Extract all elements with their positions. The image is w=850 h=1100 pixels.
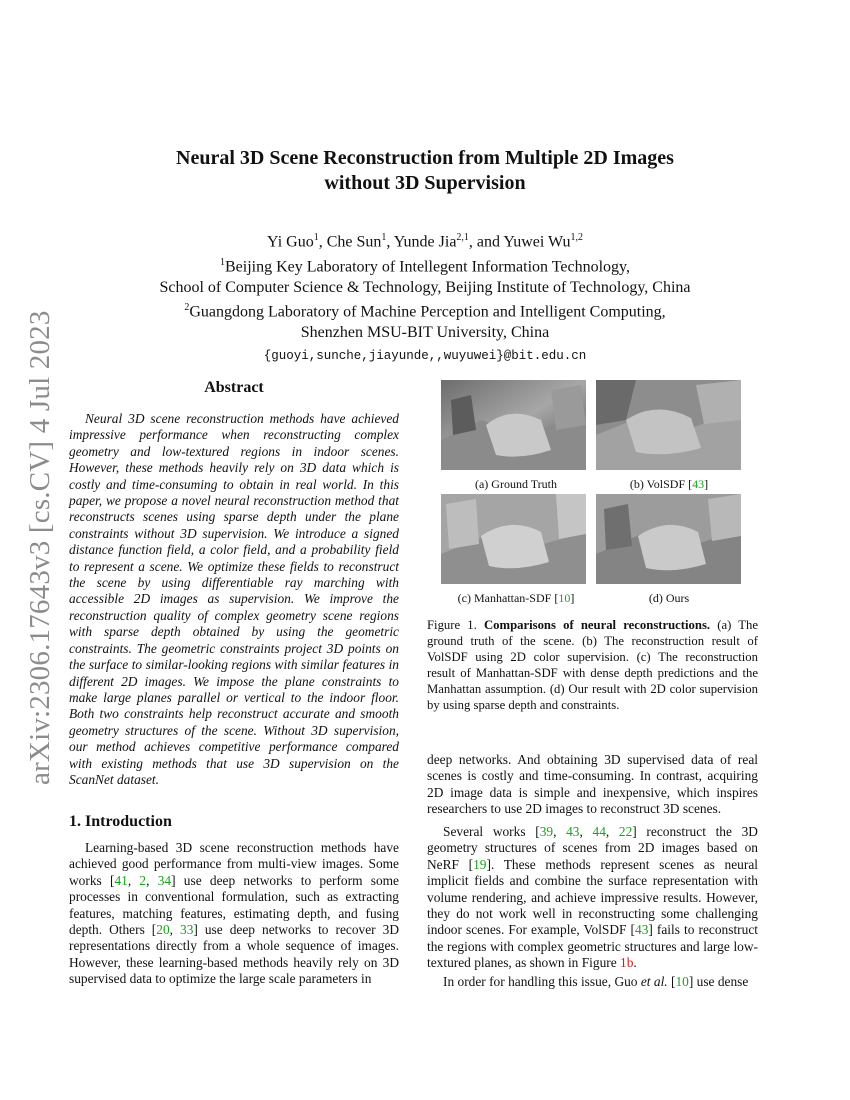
arxiv-stamp [18, 310, 58, 790]
figure-1-caption [427, 617, 758, 713]
author-list [0, 228, 850, 253]
text-run: ] reconstruct the 3D geometry structures of scenes from 2D images based on NeRF [ [427, 824, 758, 872]
figure-link[interactable]: 1b [620, 955, 634, 971]
text-run: ] use deep networks to perform some processes in conventional formulation, such as extracting features, matching features, estimating depth, and fusing depth. Others [ [69, 872, 400, 938]
author-1-sup: 1 [313, 232, 319, 243]
citation-link[interactable]: 43 [635, 922, 649, 938]
citation-link[interactable]: 10 [558, 591, 571, 605]
text-run: ] use deep networks to recover 3D representations directly from a whole sequence of images. However, these learning-based methods heavily rely on 3D supervised data to optimize the large scale parameters in [69, 922, 400, 987]
sep: , [127, 872, 140, 888]
sep: , [579, 824, 593, 839]
sep: , [169, 922, 181, 938]
caption-text: (a) The ground truth of the scene. (b) The reconstruction result of VolSDF using 2D color supervision. (c) The reconstruction result of Manhattan-SDF with dense depth predictions and the Manhattan assumption. (d) Our result with 2D color supervision by using sparse depth and constraints. [427, 618, 759, 712]
author-3-sup: 2,1 [456, 232, 469, 243]
title-line-1: Neural 3D Scene Reconstruction from Multiple 2D Images [176, 147, 674, 169]
aff-2-text: Guangdong Laboratory of Machine Perception and Intelligent Computing, [189, 303, 666, 321]
text-run: In order for handling this issue, Guo [443, 974, 641, 989]
author-block [0, 228, 850, 367]
text-run: . [633, 955, 637, 971]
sep: , [553, 824, 567, 839]
citation-link[interactable]: 20 [156, 922, 170, 938]
citation-link[interactable]: 2 [139, 872, 147, 888]
caption-label: Figure 1. [427, 618, 477, 632]
paper-title [0, 146, 850, 196]
citation-link[interactable]: 19 [473, 856, 487, 872]
figure-image-volsdf [596, 380, 741, 470]
affiliation-1-line-1 [0, 253, 850, 278]
abstract-heading: Abstract [204, 379, 264, 396]
subcaption-b [584, 477, 754, 492]
intro-paragraph-1-continued: deep networks. And obtaining 3D supervised data of real scenes is costly and time-consuming. In contrast, acquiring 2D image data is simple and inexpensive, which inspires researchers to use 2D images to reconstruct 3D scenes. [427, 752, 758, 817]
citation-link[interactable]: 41 [114, 872, 128, 888]
caption-title: Comparisons of neural reconstructions. [484, 618, 711, 632]
text-run: ] fails to reconstruct the regions with complex geometric structures and large low-textured planes, as shown in Figure [427, 922, 758, 971]
text-run: [ [667, 974, 676, 989]
author-3: Yunde Jia [393, 233, 457, 251]
text-run: (c) Manhattan-SDF [ [457, 591, 559, 605]
author-1: Yi Guo [267, 233, 314, 251]
citation-link[interactable]: 39 [539, 824, 554, 839]
text-run: ] use dense [688, 974, 749, 989]
affiliation-1-line-2: School of Computer Science & Technology, Beijing Institute of Technology, China [159, 278, 691, 296]
author-4-sup: 1,2 [570, 232, 583, 243]
author-2: Che Sun [326, 233, 382, 251]
citation-link[interactable]: 43 [692, 477, 705, 491]
intro-paragraph-3 [427, 974, 758, 990]
subcaption-d: (d) Ours [648, 591, 690, 605]
intro-paragraph-1 [69, 840, 399, 988]
sep: , [318, 233, 327, 251]
figure-image-ours [596, 494, 741, 584]
affiliation-2-line-1 [0, 298, 850, 323]
citation-link[interactable]: 34 [157, 872, 172, 888]
render-ground-truth [441, 380, 586, 470]
intro-paragraph-2 [427, 824, 758, 972]
title-line-2: without 3D Supervision [324, 172, 526, 194]
subcaption-c [431, 591, 601, 606]
render-manhattan-sdf [441, 494, 586, 584]
citation-link[interactable]: 44 [592, 824, 606, 839]
citation-link[interactable]: 33 [180, 922, 194, 938]
abstract-text: Neural 3D scene reconstruction methods have achieved impressive performance when reconstructing complex geometry and low-textured regions in indoor scenes. However, these methods heavily rely on 3D data which is costly and time-consuming to obtain in real world. In this paper, we propose a novel neural reconstruction method that reconstructs scenes using sparse depth under the plane constraints without 3D supervision. We introduce a signed distance function field, a color field, and a probability field to represent a scene. We optimize these fields to reconstruct the scene by using differentiable ray marching with accessible 2D images as supervision. We improve the reconstruction quality of complex geometry scene regions with sparse depth obtained by using the geometric constraints. The geometric constraints project 3D points on the surface to similar-looking regions with similar features in different 2D images. We impose the plane constraints to make large planes parallel or vertical to the indoor floor. Both two constraints help reconstruct accurate and smooth geometry structures of the scene. Without 3D supervision, our method achieves competitive performance compared with existing methods that use 3D supervision on the ScanNet dataset. [69, 411, 399, 787]
sep: , [146, 872, 158, 888]
aff-1-sup: 1 [220, 256, 225, 268]
sep: , [386, 233, 394, 251]
citation-link[interactable]: 22 [618, 824, 633, 839]
citation-link[interactable]: 10 [675, 974, 689, 989]
author-email[interactable]: {guoyi,sunche,jiayunde,,wuyuwei}@bit.edu.cn [263, 349, 587, 364]
author-4: and Yuwei Wu [476, 233, 571, 251]
figure-image-manhattan-sdf [441, 494, 586, 584]
aff-2-sup: 2 [184, 302, 190, 314]
subcaption-a: (a) Ground Truth [474, 477, 557, 491]
text-run: et al. [640, 974, 668, 989]
text-run: ]. These methods represent scenes as neural implicit fields and combine the surface representation with volume rendering, and achieve impressive results. However, they do not work well in reconstructing some challenging indoor scenes. For example, VolSDF [ [427, 856, 758, 938]
text-run: ] [570, 591, 575, 605]
arxiv-stamp-text: arXiv:2306.17643v3 [cs.CV] 4 Jul 2023 [24, 310, 56, 785]
sep: , [468, 233, 477, 251]
figure-image-ground-truth [441, 380, 586, 470]
aff-1-text: Beijing Key Laboratory of Intellegent Information Technology, [225, 258, 630, 276]
render-volsdf [596, 380, 741, 470]
citation-link[interactable]: 43 [566, 824, 580, 839]
render-ours [596, 494, 741, 584]
author-2-sup: 1 [381, 232, 387, 243]
text-run: (b) VolSDF [ [629, 477, 693, 491]
affiliation-2-line-2: Shenzhen MSU-BIT University, China [300, 323, 550, 341]
section-heading-introduction: 1. Introduction [69, 813, 172, 830]
text-run: Several works [ [443, 824, 540, 839]
sep: , [605, 824, 619, 839]
text-run: ] [704, 477, 709, 491]
text-run: Learning-based 3D scene reconstruction methods have achieved good performance from multi-view images. Some works [ [69, 840, 399, 888]
